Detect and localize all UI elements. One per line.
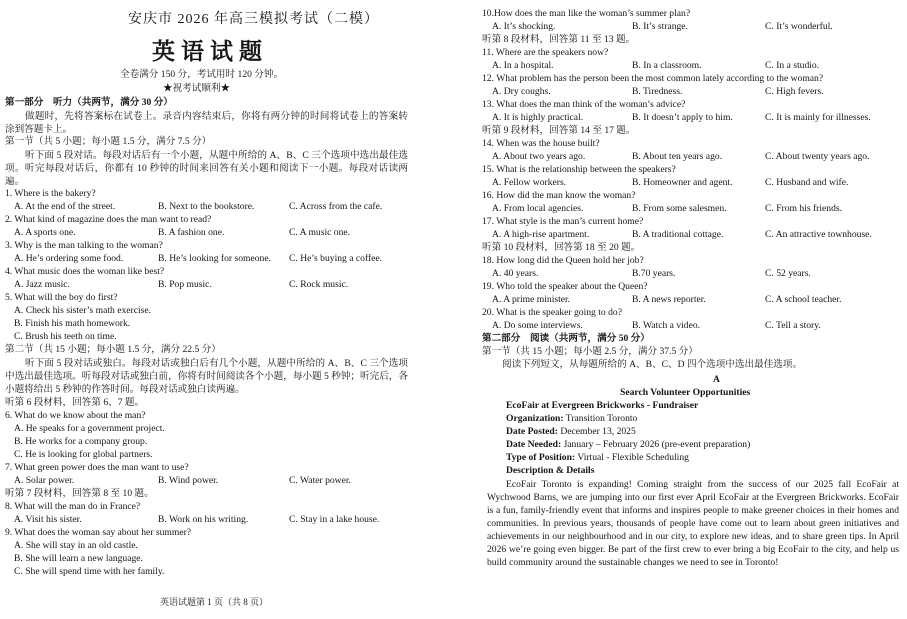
q17-option-b: B. A traditional cottage. [632, 229, 724, 240]
question-18: 18. How long did the Queen hold her job? [482, 255, 644, 266]
q10-option-a: A. It’s shocking. [492, 21, 556, 32]
q1-option-c: C. Across from the cafe. [289, 201, 383, 212]
q14-option-b: B. About ten years ago. [632, 151, 723, 162]
question-1: 1. Where is the bakery? [5, 188, 96, 199]
q18-option-c: C. 52 years. [765, 268, 811, 279]
q11-option-c: C. In a studio. [765, 60, 820, 71]
part1-heading: 第一部分 听力（共两节，满分 30 分） [5, 97, 173, 108]
q3-option-a: A. He’s ordering some food. [14, 253, 124, 264]
q4-option-a: A. Jazz music. [14, 279, 70, 290]
date-needed-value: January – February 2026 (pre-event preparation) [563, 439, 751, 450]
question-13: 13. What does the man think of the woman’s advice? [482, 99, 686, 110]
q8-option-b: B. Work on his writing. [158, 514, 249, 525]
q5-option-c: C. Brush his teeth on time. [14, 331, 117, 342]
q4-option-c: C. Rock music. [289, 279, 349, 290]
org-value: Transition Toronto [565, 413, 638, 424]
date-posted-value: December 13, 2025 [560, 426, 636, 437]
subject-title: 英语试题 [152, 38, 268, 65]
q17-option-c: C. An attractive townhouse. [765, 229, 872, 240]
wish-line: ★祝考试顺利★ [163, 83, 231, 94]
q11-option-b: B. In a classroom. [632, 60, 702, 71]
q9-option-c: C. She will spend time with her family. [14, 566, 165, 577]
passage-title: Search Volunteer Opportunities [620, 387, 751, 398]
q4-option-b: B. Pop music. [158, 279, 212, 290]
section2-heading: 第二节（共 15 小题；每小题 1.5 分，满分 22.5 分） [5, 344, 221, 355]
part1-instructions: 做题时，先将答案标在试卷上。录音内容结束后，你将有两分钟的时间将试卷上的答案转涂到答题卡上。 [5, 111, 408, 135]
position-type-line [506, 452, 689, 464]
question-15: 15. What is the relationship between the speakers? [482, 164, 676, 175]
section1-instructions: 听下面 5 段对话。每段对话后有一个小题，从题中所给的 A、B、C 三个选项中选出最佳选项。听完每段对话后，你都有 10 秒钟的时间来回答有关小题和阅读下一小题。每段对话读两遍。 [5, 150, 408, 187]
q15-option-a: A. Fellow workers. [492, 177, 567, 188]
q16-option-c: C. From his friends. [765, 203, 843, 214]
q20-option-b: B. Watch a video. [632, 320, 701, 331]
section2-instructions: 听下面 5 段对话或独白。每段对话或独白后有几个小题，从题中所给的 A、B、C 三个选项中选出最佳选项。听每段对话或独白前，你将有时间阅读各个小题，每小题 5 秒钟；听完后，各小题将给出 5 秒钟的作答时间。每段对话或独白读两遍。 [5, 358, 408, 395]
question-4: 4. What music does the woman like best? [5, 266, 165, 277]
position-type-value: Virtual - Flexible Scheduling [577, 452, 689, 463]
q18-option-b: B.70 years. [632, 268, 676, 279]
org-label: Organization: [506, 413, 564, 424]
q9-option-b: B. She will learn a new language. [14, 553, 143, 564]
exam-title: 安庆市 2026 年高三模拟考试（二模） [128, 12, 379, 27]
passage-letter: A [713, 374, 720, 385]
q2-option-b: B. A fashion one. [158, 227, 225, 238]
q18-option-a: A. 40 years. [492, 268, 539, 279]
q10-option-c: C. It’s wonderful. [765, 21, 833, 32]
q7-option-c: C. Water power. [289, 475, 351, 486]
question-3: 3. Why is the man talking to the woman? [5, 240, 163, 251]
part2-section1-heading: 第一节（共 15 小题；每小题 2.5 分，满分 37.5 分） [482, 346, 698, 357]
section1-heading: 第一节（共 5 小题；每小题 1.5 分，满分 7.5 分） [5, 136, 212, 147]
q6-option-a: A. He speaks for a government project. [14, 423, 165, 434]
question-20: 20. What is the speaker going to do? [482, 307, 622, 318]
q19-option-c: C. A school teacher. [765, 294, 842, 305]
q19-option-a: A. A prime minister. [492, 294, 571, 305]
page-footer: 英语试题第 1 页（共 8 页） [160, 597, 269, 607]
q5-option-b: B. Finish his math homework. [14, 318, 131, 329]
question-6: 6. What do we know about the man? [5, 410, 146, 421]
part2-instructions: 阅读下列短文，从每题所给的 A、B、C、D 四个选项中选出最佳选项。 [502, 359, 803, 370]
question-17: 17. What style is the man’s current home? [482, 216, 644, 227]
q20-option-c: C. Tell a story. [765, 320, 821, 331]
question-12: 12. What problem has the person been the most common lately according to the woman? [482, 73, 824, 84]
q12-option-c: C. High fevers. [765, 86, 824, 97]
material-8: 听第 8 段材料，回答第 11 至 13 题。 [482, 34, 636, 45]
q6-option-c: C. He is looking for global partners. [14, 449, 153, 460]
q1-option-b: B. Next to the bookstore. [158, 201, 255, 212]
q17-option-a: A. A high-rise apartment. [492, 229, 590, 240]
event-title: EcoFair at Evergreen Brickworks - Fundraiser [506, 400, 699, 411]
position-type-label: Type of Position: [506, 452, 576, 463]
question-14: 14. When was the house built? [482, 138, 600, 149]
date-needed-label: Date Needed: [506, 439, 562, 450]
material-9: 听第 9 段材料，回答第 14 至 17 题。 [482, 125, 636, 136]
description-heading: Description & Details [506, 465, 595, 476]
material-10: 听第 10 段材料，回答第 18 至 20 题。 [482, 242, 641, 253]
question-2: 2. What kind of magazine does the man want to read? [5, 214, 212, 225]
q12-option-b: B. Tiredness. [632, 86, 683, 97]
q10-option-b: B. It’s strange. [632, 21, 688, 32]
q1-option-a: A. At the end of the street. [14, 201, 116, 212]
question-9: 9. What does the woman say about her summer? [5, 527, 192, 538]
material-6: 听第 6 段材料，回答第 6、7 题。 [5, 397, 145, 408]
exam-info: 全卷满分 150 分，考试用时 120 分钟。 [120, 69, 284, 80]
date-needed-line [506, 439, 750, 451]
q3-option-c: C. He’s buying a coffee. [289, 253, 383, 264]
question-8: 8. What will the man do in France? [5, 501, 141, 512]
q11-option-a: A. In a hospital. [492, 60, 554, 71]
q15-option-b: B. Homeowner and agent. [632, 177, 733, 188]
part2-heading: 第二部分 阅读（共两节，满分 50 分） [482, 333, 650, 344]
q8-option-c: C. Stay in a lake house. [289, 514, 380, 525]
q6-option-b: B. He works for a company group. [14, 436, 148, 447]
date-posted-line [506, 426, 636, 438]
q7-option-a: A. Solar power. [14, 475, 75, 486]
organization-line [506, 413, 637, 425]
q2-option-a: A. A sports one. [14, 227, 76, 238]
date-posted-label: Date Posted: [506, 426, 558, 437]
q7-option-b: B. Wind power. [158, 475, 219, 486]
q3-option-b: B. He’s looking for someone. [158, 253, 271, 264]
q13-option-b: B. It doesn’t apply to him. [632, 112, 733, 123]
q16-option-b: B. From some salesmen. [632, 203, 727, 214]
question-19: 19. Who told the speaker about the Queen? [482, 281, 648, 292]
q20-option-a: A. Do some interviews. [492, 320, 583, 331]
q9-option-a: A. She will stay in an old castle. [14, 540, 138, 551]
q19-option-b: B. A news reporter. [632, 294, 706, 305]
material-7: 听第 7 段材料，回答第 8 至 10 题。 [5, 488, 154, 499]
q16-option-a: A. From local agencies. [492, 203, 584, 214]
description-text: EcoFair Toronto is expanding! Coming straight from the success of our 2025 fall EcoFair at Wychwood Barns, we are jumping into our first ever April EcoFair at the Evergreen Brickworks. EcoFair is a fun, family-friendly event that informs and inspires people to make greener choices in their homes and communities. In previous years, thousands of people have come out to learn about green initiatives and achievements in our neighbourhood and in our city, to explore new ideas, and to share green tips. In April 2026 we’re going even bigger. Be part of the first crew to ever bring a big EcoFair to the city, and help us build community around the sustainable changes we need to see in Toronto! [487, 479, 899, 568]
question-7: 7. What green power does the man want to use? [5, 462, 189, 473]
q14-option-c: C. About twenty years ago. [765, 151, 870, 162]
q8-option-a: A. Visit his sister. [14, 514, 82, 525]
question-10: 10.How does the man like the woman’s summer plan? [482, 8, 691, 19]
question-11: 11. Where are the speakers now? [482, 47, 609, 58]
question-16: 16. How did the man know the woman? [482, 190, 636, 201]
q5-option-a: A. Check his sister’s math exercise. [14, 305, 152, 316]
question-5: 5. What will the boy do first? [5, 292, 118, 303]
q2-option-c: C. A music one. [289, 227, 351, 238]
q15-option-c: C. Husband and wife. [765, 177, 849, 188]
q13-option-c: C. It is mainly for illnesses. [765, 112, 871, 123]
q14-option-a: A. About two years ago. [492, 151, 586, 162]
q13-option-a: A. It is highly practical. [492, 112, 584, 123]
q12-option-a: A. Dry coughs. [492, 86, 551, 97]
